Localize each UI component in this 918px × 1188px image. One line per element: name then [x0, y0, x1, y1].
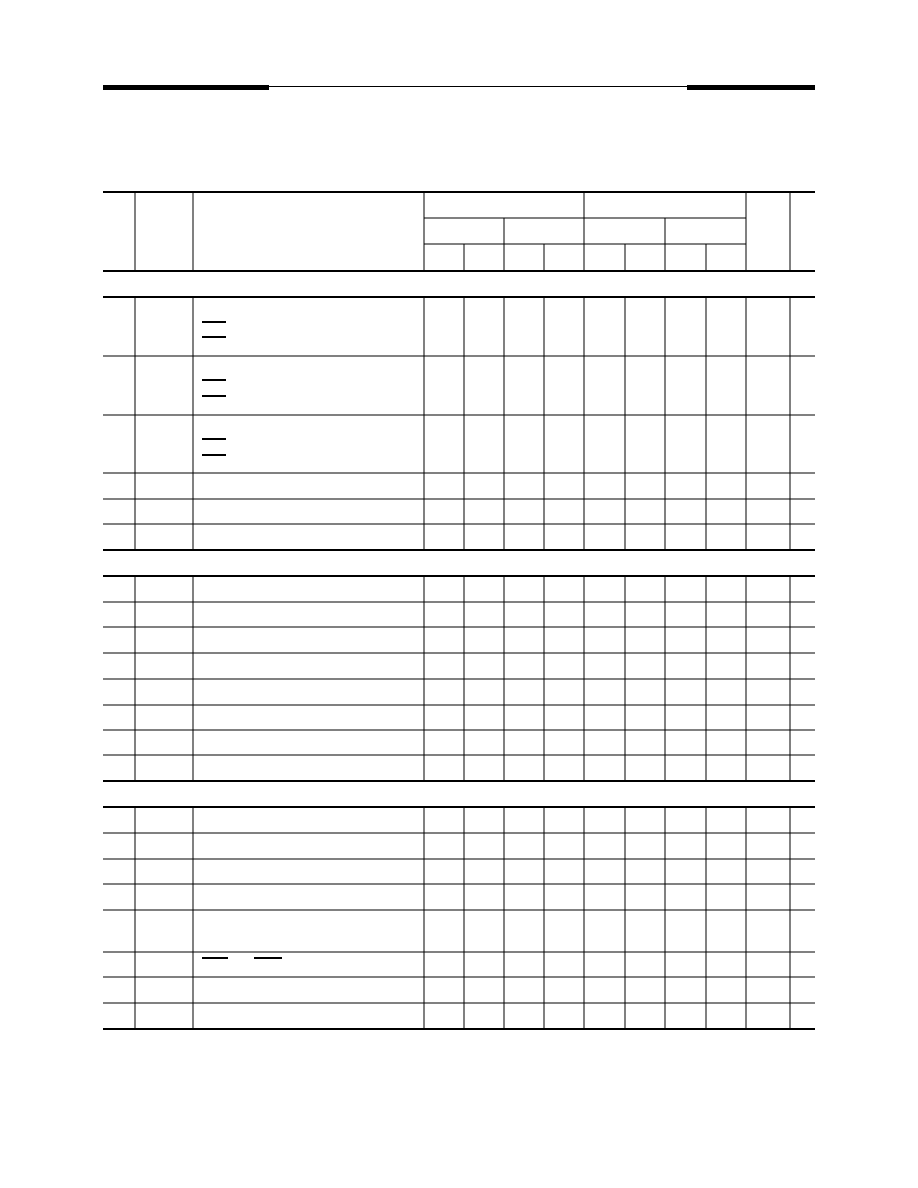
signal-overline-mark [202, 438, 226, 440]
signal-overline-mark [202, 957, 228, 959]
signal-overline-mark [202, 395, 226, 397]
signal-overline-mark [254, 957, 282, 959]
signal-overline-mark [202, 454, 226, 456]
signal-overline-mark [202, 321, 226, 323]
signal-overline-mark [202, 336, 226, 338]
signal-overline-mark [202, 379, 226, 381]
